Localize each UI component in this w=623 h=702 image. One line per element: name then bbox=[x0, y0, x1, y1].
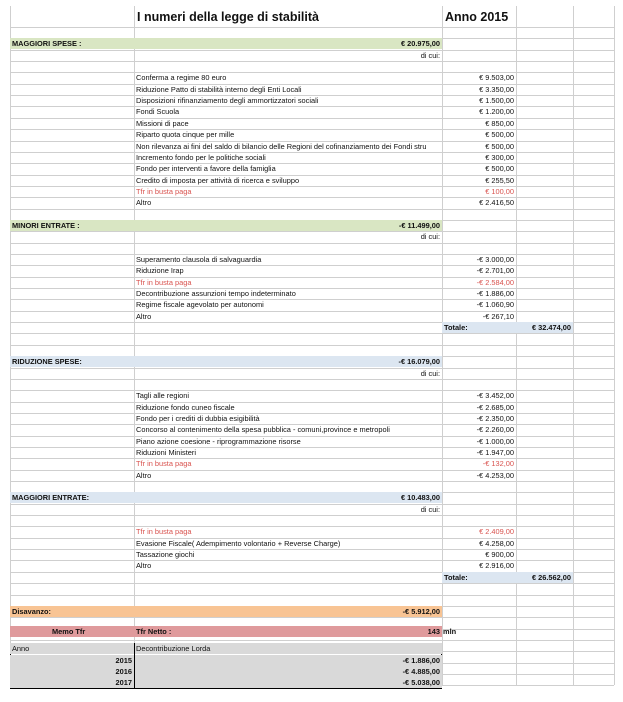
item-label: Tfr in busta paga bbox=[136, 277, 192, 287]
item-value: € 2.416,50 bbox=[479, 198, 514, 208]
tfr-netto-unit: mln bbox=[443, 627, 457, 637]
item-value: -€ 2.260,00 bbox=[476, 425, 514, 435]
item-label: Tagli alle regioni bbox=[136, 391, 189, 401]
grid-row-line bbox=[10, 640, 614, 641]
item-label: Credito di imposta per attività di ricerca e sviluppo bbox=[136, 175, 300, 185]
item-value: -€ 132,00 bbox=[482, 459, 514, 469]
decontribuzione-year: 2017 bbox=[115, 678, 132, 688]
col-anno-header: Anno bbox=[12, 644, 30, 654]
item-value: -€ 3.452,00 bbox=[476, 391, 514, 401]
page-title: I numeri della legge di stabilità bbox=[137, 10, 319, 24]
item-value: € 500,00 bbox=[485, 164, 514, 174]
item-value: -€ 267,10 bbox=[482, 311, 514, 321]
minori_entrate-label: MINORI ENTRATE : bbox=[12, 220, 80, 230]
item-value: -€ 2.584,00 bbox=[476, 277, 514, 287]
decontribuzione-year: 2016 bbox=[115, 667, 132, 676]
item-label: Riparto quota cinque per mille bbox=[136, 130, 235, 140]
maggiori_spese-total: € 20.975,00 bbox=[400, 39, 440, 49]
item-value: € 850,00 bbox=[485, 118, 514, 128]
item-label: Fondi Scuola bbox=[136, 107, 180, 117]
item-label: Regime fiscale agevolato per autonomi bbox=[136, 300, 264, 310]
item-label: Concorso al contenimento della spesa pubblica - comuni,province e metropoli bbox=[136, 425, 390, 435]
grid-col-line bbox=[516, 6, 517, 685]
item-label: Incremento fondo per le politiche sociali bbox=[136, 152, 266, 162]
totale-label: Totale: bbox=[444, 323, 468, 333]
item-label: Piano azione coesione - riprogrammazione risorse bbox=[136, 436, 301, 446]
di-cui-label: di cui: bbox=[420, 232, 440, 242]
item-value: € 9.503,00 bbox=[479, 73, 514, 83]
maggiori_entrate-label: MAGGIORI ENTRATE: bbox=[12, 493, 90, 503]
item-value: € 900,00 bbox=[485, 550, 514, 560]
year-header: Anno 2015 bbox=[445, 10, 509, 24]
grid-row-line bbox=[10, 617, 614, 618]
item-value: € 2.409,00 bbox=[479, 527, 514, 537]
grid-row-line bbox=[10, 27, 614, 28]
item-value: -€ 1.947,00 bbox=[476, 447, 514, 457]
item-label: Missioni di pace bbox=[136, 118, 189, 128]
item-value: € 500,00 bbox=[485, 141, 514, 151]
item-label: Altro bbox=[136, 561, 152, 571]
item-label: Tassazione giochi bbox=[136, 550, 195, 560]
table-divider bbox=[134, 643, 135, 688]
item-label: Tfr in busta paga bbox=[136, 459, 192, 469]
decontribuzione-value: -€ 5.038,00 bbox=[402, 678, 440, 688]
item-label: Fondo per i crediti di dubbia esigibilità bbox=[136, 413, 260, 423]
item-value: € 1.200,00 bbox=[479, 107, 514, 117]
totale-value: € 26.562,00 bbox=[531, 572, 571, 582]
riduzione_spese-label: RIDUZIONE SPESE: bbox=[12, 357, 82, 367]
item-value: -€ 2.701,00 bbox=[476, 266, 514, 276]
di-cui-label: di cui: bbox=[420, 368, 440, 378]
item-label: Decontribuzione assunzioni tempo indeterminato bbox=[136, 289, 296, 299]
decontribuzione-value: -€ 1.886,00 bbox=[402, 655, 440, 665]
maggiori_spese-label: MAGGIORI SPESE : bbox=[12, 39, 82, 49]
grid-row-line bbox=[10, 379, 614, 380]
item-label: Evasione Fiscale( Adempimento volontario + Reverse Charge) bbox=[136, 538, 341, 548]
item-label: Tfr in busta paga bbox=[136, 186, 192, 196]
disavanzo-value: -€ 5.912,00 bbox=[402, 606, 440, 616]
item-value: -€ 1.886,00 bbox=[476, 289, 514, 299]
maggiori_entrate-total: € 10.483,00 bbox=[400, 493, 440, 503]
item-label: Riduzione fondo cuneo fiscale bbox=[136, 402, 235, 412]
grid-row-line bbox=[10, 515, 614, 516]
grid-row-line bbox=[10, 243, 614, 244]
item-value: € 255,50 bbox=[485, 175, 514, 185]
di-cui-label: di cui: bbox=[420, 504, 440, 514]
grid-row-line bbox=[10, 333, 614, 334]
item-value: € 500,00 bbox=[485, 130, 514, 140]
minori_entrate-total: -€ 11.499,00 bbox=[398, 220, 440, 230]
item-value: -€ 4.253,00 bbox=[476, 470, 514, 480]
item-label: Riduzioni Ministeri bbox=[136, 447, 196, 457]
item-value: € 3.350,00 bbox=[479, 84, 514, 94]
decontribuzione-value: -€ 4.885,00 bbox=[402, 667, 440, 676]
item-value: -€ 1.060,90 bbox=[476, 300, 514, 310]
tfr-netto-label: Tfr Netto : bbox=[136, 627, 172, 637]
grid-col-line bbox=[10, 6, 11, 685]
item-label: Non rilevanza ai fini del saldo di bilancio delle Regioni del cofinanziamento dei Fondi stru bbox=[136, 141, 427, 151]
item-label: Riduzione Irap bbox=[136, 266, 184, 276]
memo-label: Memo Tfr bbox=[52, 627, 86, 637]
totale-label: Totale: bbox=[444, 572, 468, 582]
tfr-netto-value: 143 bbox=[427, 627, 440, 637]
riduzione_spese-total: -€ 16.079,00 bbox=[398, 357, 440, 367]
item-label: Altro bbox=[136, 311, 152, 321]
grid-row-line bbox=[10, 595, 614, 596]
disavanzo-label: Disavanzo: bbox=[12, 606, 52, 616]
item-label: Riduzione Patto di stabilità interno degli Enti Locali bbox=[136, 84, 302, 94]
item-value: -€ 2.350,00 bbox=[476, 413, 514, 423]
grid-col-line bbox=[573, 6, 574, 685]
item-value: -€ 2.685,00 bbox=[476, 402, 514, 412]
di-cui-label: di cui: bbox=[420, 50, 440, 60]
item-value: € 2.916,00 bbox=[479, 561, 514, 571]
item-label: Fondo per interventi a favore della famiglia bbox=[136, 164, 276, 174]
item-value: -€ 1.000,00 bbox=[476, 436, 514, 446]
item-label: Altro bbox=[136, 198, 152, 208]
totale-value: € 32.474,00 bbox=[531, 323, 571, 333]
decontribuzione-year: 2015 bbox=[115, 655, 132, 665]
grid-row-line bbox=[10, 209, 614, 210]
item-value: € 1.500,00 bbox=[479, 96, 514, 106]
grid-row-line bbox=[10, 61, 614, 62]
grid-col-line bbox=[134, 6, 135, 685]
col-decontribuzione-header: Decontribuzione Lorda bbox=[136, 644, 211, 654]
item-label: Superamento clausola di salvaguardia bbox=[136, 255, 262, 264]
grid-row-line bbox=[10, 345, 614, 346]
item-label: Altro bbox=[136, 470, 152, 480]
item-value: € 100,00 bbox=[485, 186, 514, 196]
grid-row-line bbox=[10, 583, 614, 584]
item-label: Conferma a regime 80 euro bbox=[136, 73, 227, 83]
item-value: € 300,00 bbox=[485, 152, 514, 162]
item-value: € 4.258,00 bbox=[479, 538, 514, 548]
grid-col-line bbox=[614, 6, 615, 685]
item-label: Disposizioni rifinanziamento degli ammortizzatori sociali bbox=[136, 96, 319, 106]
grid-col-line bbox=[442, 6, 443, 685]
item-value: -€ 3.000,00 bbox=[476, 255, 514, 264]
grid-row-line bbox=[10, 481, 614, 482]
item-label: Tfr in busta paga bbox=[136, 527, 192, 537]
